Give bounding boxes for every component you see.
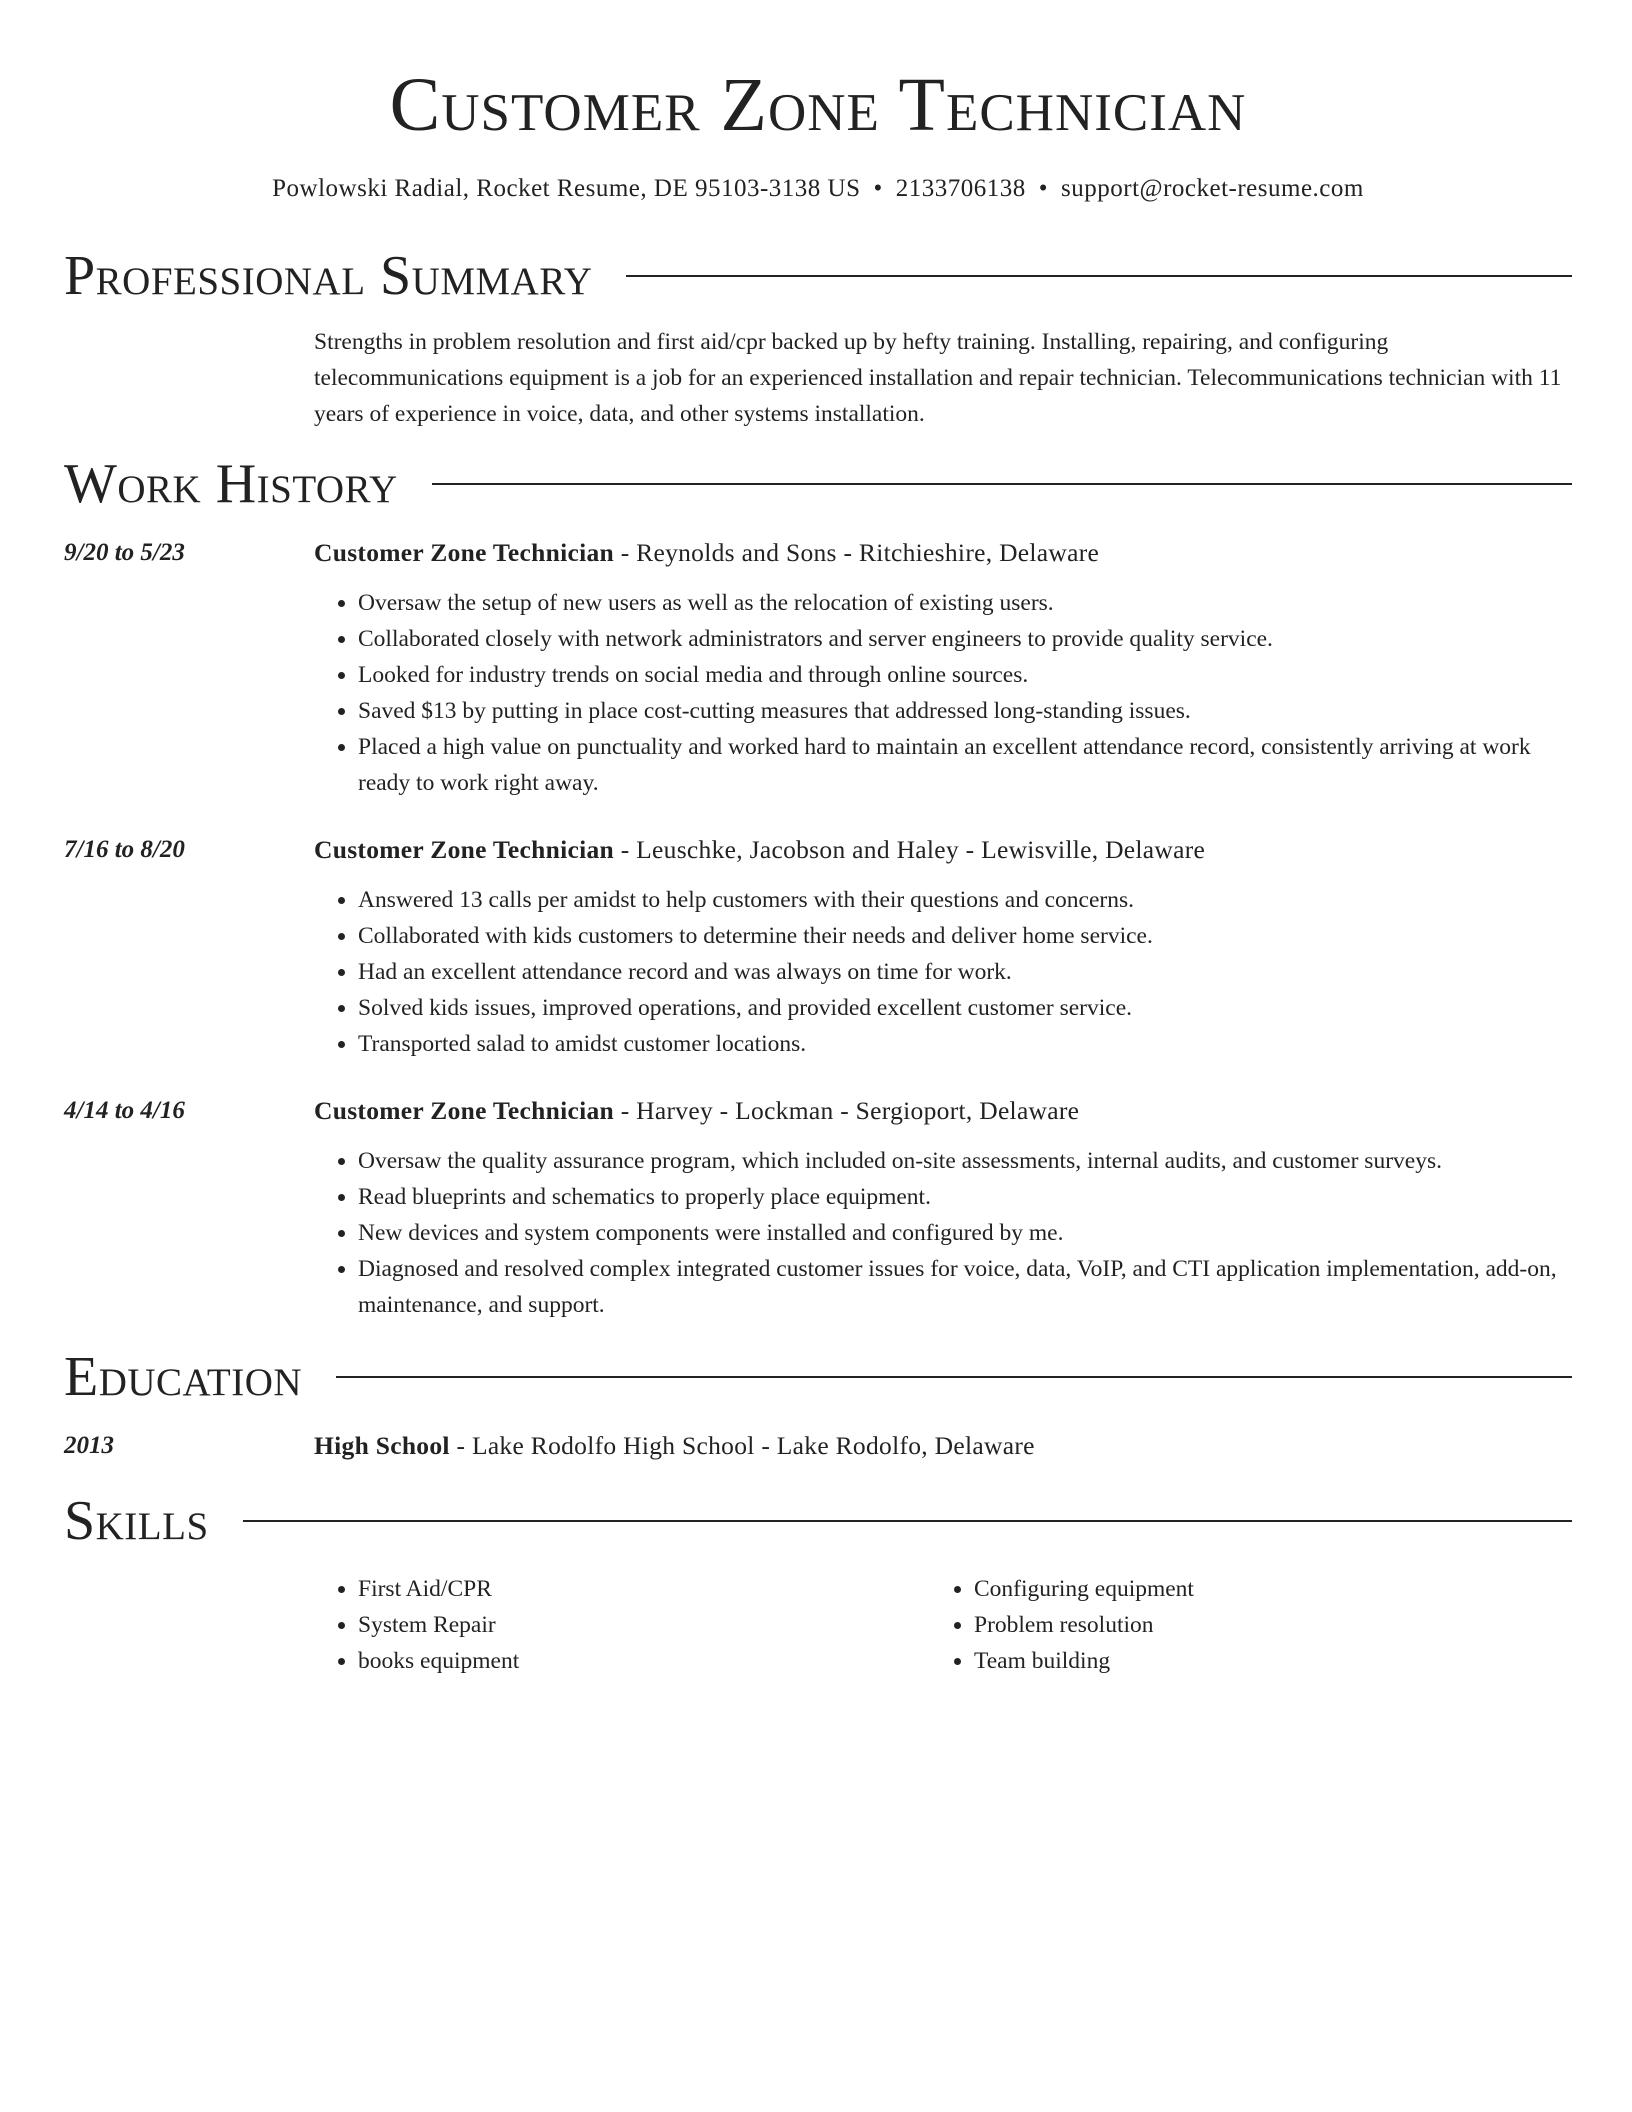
phone: 2133706138 [895, 175, 1026, 202]
skill-item: • Team building [974, 1643, 1546, 1679]
list-item: • Transported salad to amidst customer locations. [358, 1026, 1572, 1062]
skill-item: • First Aid/CPR [358, 1571, 930, 1607]
email: support@rocket-resume.com [1061, 175, 1364, 202]
job-body [314, 1094, 1572, 1323]
summary-section-header [64, 244, 1572, 308]
list-item: • Collaborated with kids customers to determine their needs and deliver home service. [358, 918, 1572, 954]
skills-list [314, 1571, 1572, 1679]
job-details: - Leuschke, Jacobson and Haley - Lewisville, Delaware [614, 835, 1206, 864]
work-section-header [64, 452, 1572, 516]
section-divider [243, 1520, 1572, 1522]
job-heading [314, 1094, 1572, 1128]
section-title-summary: Professional Summary [64, 245, 593, 307]
education-section-header [64, 1345, 1572, 1409]
contact-separator: • [1038, 175, 1049, 202]
list-item: • Solved kids issues, improved operations, and provided excellent customer service. [358, 990, 1572, 1026]
education-degree: High School [314, 1431, 450, 1460]
education-details: - Lake Rodolfo High School - Lake Rodolfo, Delaware [449, 1431, 1035, 1460]
list-item: • Answered 13 calls per amidst to help customers with their questions and concerns. [358, 882, 1572, 918]
education-year: 2013 [64, 1432, 114, 1459]
skills-column-left [314, 1571, 930, 1679]
section-title-education: Education [64, 1346, 303, 1408]
job-role: Customer Zone Technician [314, 1096, 615, 1125]
list-item: • Oversaw the setup of new users as well as the relocation of existing users. [358, 585, 1572, 621]
list-item: • Placed a high value on punctuality and worked hard to maintain an excellent attendance record, consistently arriving at work ready to work right away. [358, 729, 1572, 801]
address: Powlowski Radial, Rocket Resume, DE 95103-3138 US [272, 175, 861, 202]
list-item: • Saved $13 by putting in place cost-cutting measures that addressed long-standing issues. [358, 693, 1572, 729]
job-heading [314, 833, 1572, 867]
list-item: • Collaborated closely with network administrators and server engineers to provide quality service. [358, 621, 1572, 657]
contact-line [64, 172, 1572, 206]
skills-section-header [64, 1489, 1572, 1553]
list-item: • New devices and system components were installed and configured by me. [358, 1215, 1572, 1251]
job-entry [64, 833, 1572, 1062]
job-dates: 9/20 to 5/23 [64, 539, 185, 566]
list-item: • Diagnosed and resolved complex integrated customer issues for voice, data, VoIP, and CTI application implementation, add-on, maintenance, and support. [358, 1251, 1572, 1323]
job-heading [314, 536, 1572, 570]
job-body [314, 536, 1572, 801]
contact-separator: • [873, 175, 883, 202]
skill-item: • Configuring equipment [974, 1571, 1546, 1607]
job-details: - Reynolds and Sons - Ritchieshire, Delaware [614, 538, 1100, 567]
section-title-work: Work History [64, 453, 398, 515]
job-dates: 4/14 to 4/16 [64, 1097, 185, 1124]
skills-column-right [930, 1571, 1546, 1679]
job-entry [64, 536, 1572, 801]
job-body [314, 833, 1572, 1062]
resume-page [64, 0, 1572, 1679]
section-divider [336, 1376, 1572, 1378]
list-item: • Oversaw the quality assurance program, which included on-site assessments, internal audits, and customer surveys. [358, 1143, 1572, 1179]
job-role: Customer Zone Technician [314, 538, 615, 567]
education-heading [314, 1429, 1572, 1463]
section-title-skills: Skills [64, 1490, 209, 1552]
list-item: • Read blueprints and schematics to properly place equipment. [358, 1179, 1572, 1215]
list-item: • Had an excellent attendance record and was always on time for work. [358, 954, 1572, 990]
job-role: Customer Zone Technician [314, 835, 615, 864]
candidate-name: Customer Zone Technician [389, 63, 1247, 147]
skill-item: • System Repair [358, 1607, 930, 1643]
skill-item: • books equipment [358, 1643, 930, 1679]
skill-item: • Problem resolution [974, 1607, 1546, 1643]
job-bullets [314, 882, 1572, 1062]
job-dates: 7/16 to 8/20 [64, 836, 185, 863]
list-item: • Looked for industry trends on social media and through online sources. [358, 657, 1572, 693]
education-body [314, 1429, 1572, 1463]
section-divider [432, 483, 1572, 485]
section-divider [626, 275, 1572, 277]
education-entry [64, 1429, 1572, 1463]
job-entry [64, 1094, 1572, 1323]
job-bullets [314, 585, 1572, 801]
job-details: - Harvey - Lockman - Sergioport, Delaware [614, 1096, 1080, 1125]
summary-text: Strengths in problem resolution and first aid/cpr backed up by hefty training. Installing, repairing, and configuring telecommunications equipment is a job for an experienced installation and repair technician. Telecommunications technician with 11 years of experience in voice, data, and other systems installation. [314, 329, 1562, 427]
job-bullets [314, 1143, 1572, 1323]
